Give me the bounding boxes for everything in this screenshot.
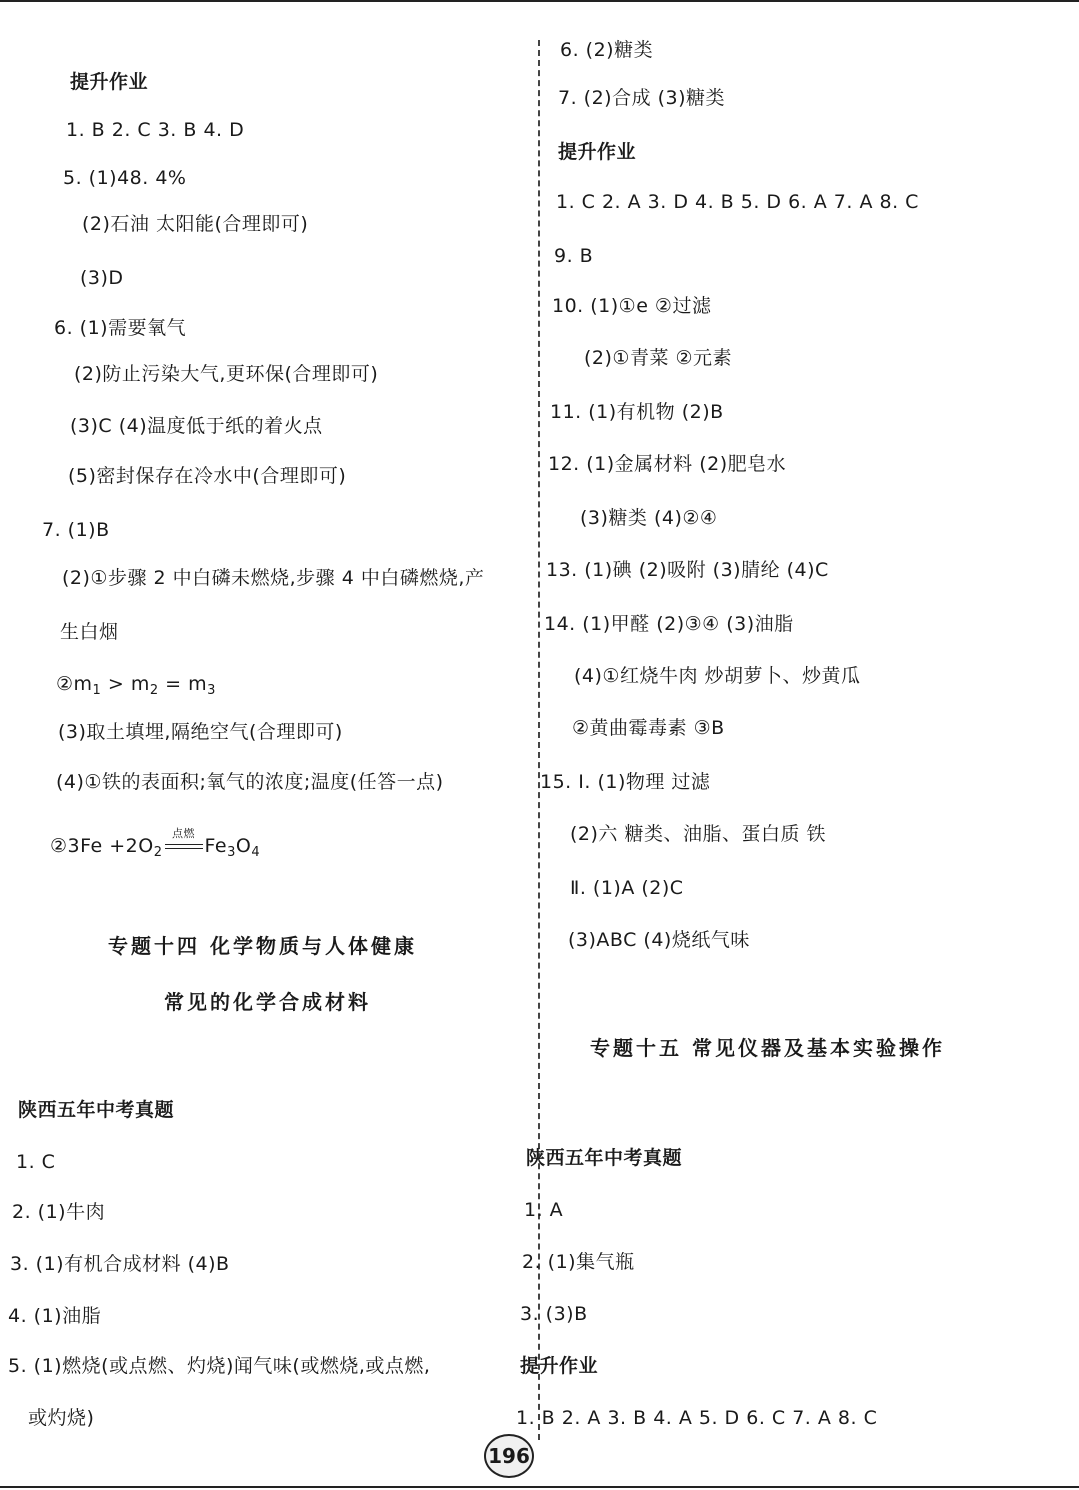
chapter-title: 专题十四 化学物质与人体健康: [108, 934, 417, 958]
answer-line: 2. (1)集气瓶: [522, 1251, 635, 1273]
section-heading: 陕西五年中考真题: [526, 1147, 683, 1169]
answer-line: (2)六 糖类、油脂、蛋白质 铁: [570, 823, 826, 845]
section-heading: 提升作业: [70, 71, 149, 93]
equation-part: ②3Fe +2O: [50, 835, 154, 857]
formula-part: ②m: [56, 673, 93, 695]
answer-line: (3)糖类 (4)②④: [580, 507, 718, 529]
top-rule: [0, 0, 1079, 2]
section-heading: 陕西五年中考真题: [18, 1099, 175, 1121]
answer-line: 7. (2)合成 (3)糖类: [558, 87, 726, 109]
formula-subscript: 1: [92, 683, 102, 698]
formula-part: > m: [101, 673, 150, 695]
column-divider: [538, 40, 540, 1440]
answer-line: (5)密封保存在冷水中(合理即可): [68, 465, 347, 487]
section-heading: 提升作业: [558, 141, 637, 163]
answer-line: 3. (1)有机合成材料 (4)B: [10, 1253, 230, 1275]
equation-subscript: 3: [227, 845, 236, 860]
answer-line: (3)D: [80, 267, 124, 289]
answer-line: (3)取土填埋,隔绝空气(合理即可): [58, 721, 343, 743]
answer-line: 1. C: [16, 1151, 56, 1173]
answer-line: (2)石油 太阳能(合理即可): [82, 213, 309, 235]
formula-line: [56, 672, 216, 699]
answer-line: 6. (1)需要氧气: [54, 317, 187, 339]
answer-line: 3. (3)B: [520, 1303, 588, 1325]
reaction-condition: 点燃: [172, 827, 195, 840]
answer-line: 4. (1)油脂: [8, 1305, 102, 1327]
answer-line: Ⅱ. (1)A (2)C: [570, 877, 684, 899]
reaction-arrow: [163, 827, 205, 858]
equation-part: O: [235, 835, 252, 857]
answer-line: 7. (1)B: [42, 519, 110, 541]
answer-line: 1. A: [524, 1199, 564, 1221]
answer-line: (3)ABC (4)烧纸气味: [568, 929, 750, 951]
answer-line: (2)①青菜 ②元素: [584, 347, 733, 369]
equation-subscript: 2: [153, 845, 163, 860]
answer-line: ②黄曲霉毒素 ③B: [572, 717, 725, 739]
formula-subscript: 2: [149, 683, 159, 698]
answer-line: (4)①铁的表面积;氧气的浓度;温度(任答一点): [56, 771, 444, 793]
equation-line: [50, 827, 261, 861]
answer-line: 12. (1)金属材料 (2)肥皂水: [548, 453, 787, 475]
answer-line: 10. (1)①e ②过滤: [552, 295, 712, 317]
chapter-subtitle: 常见的化学合成材料: [164, 990, 371, 1014]
answer-line: (2)①步骤 2 中白磷未燃烧,步骤 4 中白磷燃烧,产: [62, 567, 485, 589]
answer-line: 6. (2)糖类: [560, 39, 654, 61]
answer-line: 1. B 2. A 3. B 4. A 5. D 6. C 7. A 8. C: [516, 1407, 878, 1429]
answer-line: 1. C 2. A 3. D 4. B 5. D 6. A 7. A 8. C: [556, 191, 919, 213]
answer-line: 或灼烧): [28, 1407, 95, 1429]
chapter-title: 专题十五 常见仪器及基本实验操作: [590, 1036, 945, 1060]
equation-part: Fe: [204, 835, 228, 857]
answer-line: (2)防止污染大气,更环保(合理即可): [74, 363, 379, 385]
answer-line: 14. (1)甲醛 (2)③④ (3)油脂: [544, 613, 794, 635]
answer-line: 15. Ⅰ. (1)物理 过滤: [540, 771, 711, 793]
answer-line: (3)C (4)温度低于纸的着火点: [70, 415, 323, 437]
answer-line: 5. (1)48. 4%: [63, 167, 187, 189]
section-heading: 提升作业: [520, 1355, 599, 1377]
answer-line: 9. B: [554, 245, 594, 267]
answer-line: 13. (1)碘 (2)吸附 (3)腈纶 (4)C: [546, 559, 829, 581]
bottom-rule: [0, 1486, 1079, 1488]
answer-line: (4)①红烧牛肉 炒胡萝卜、炒黄瓜: [574, 665, 861, 687]
page-number: 196: [484, 1434, 534, 1478]
answer-line: 11. (1)有机物 (2)B: [550, 401, 724, 423]
answer-line: 5. (1)燃烧(或点燃、灼烧)闻气味(或燃烧,或点燃,: [8, 1355, 431, 1377]
formula-subscript: 3: [207, 683, 216, 698]
answer-line: 2. (1)牛肉: [12, 1201, 106, 1223]
formula-part: = m: [158, 673, 208, 695]
equation-subscript: 4: [251, 845, 261, 860]
answer-line: 1. B 2. C 3. B 4. D: [66, 119, 245, 141]
answer-line: 生白烟: [60, 621, 119, 643]
